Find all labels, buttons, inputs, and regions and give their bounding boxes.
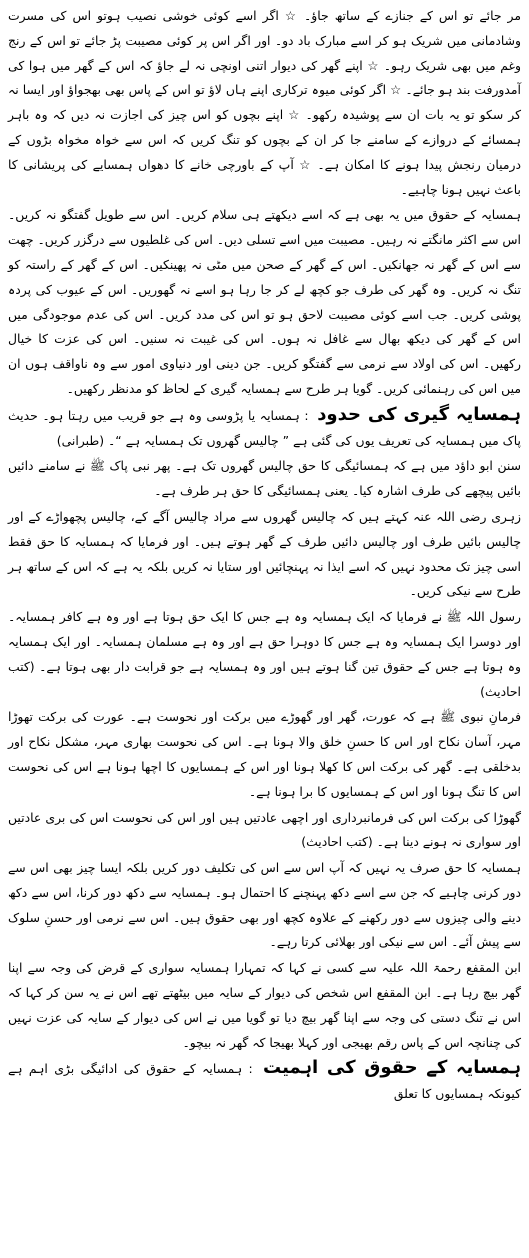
paragraph-text: : ہمسایہ یا پڑوسی وہ ہے جو قریب میں رہتا ہو۔ حدیث پاک میں ہمسایہ کی تعریف یوں کی گئی ہے ” چالیس گھروں تک ہمسایہ ہے “۔ (طبرانی) — [8, 407, 521, 448]
paragraph-text: سنن ابو داؤد میں ہے کہ ہمسائیگی کا حق چالیس گھروں تک ہے۔ پھر نبی پاک ﷺ نے سامنے دائیں بائیں پیچھے کی طرف اشارہ کیا۔ یعنی ہمسائیگی کا حق ہر طرف ہے۔ — [8, 458, 521, 499]
paragraph-text: ہمسایہ کے حقوق میں یہ بھی ہے کہ اسے دیکھتے ہی سلام کریں۔ اس سے طویل گفتگو نہ کریں۔ اس سے اکثر مانگتے نہ رہیں۔ مصیبت میں اسے تسلی دیں۔ اس کی غلطیوں سے درگزر کریں۔ چھت سے اس کے گھر نہ جھانکیں۔ اس کے گھر کے صحن میں مٹی نہ پھینکیں۔ اس کے گھر کے راستہ کو تنگ نہ کریں۔ وہ گھر کی طرف جو کچھ لے کر جا رہا ہو اسے نہ گھوریں۔ اس کے عیوب کی پردہ پوشی کریں۔ جب اسے کوئی مصیبت لاحق ہو تو اس کی مدد کریں۔ اس کی عدم موجودگی میں اس کے گھر کی دیکھ بھال سے غافل نہ ہوں۔ اس کی غیبت نہ سنیں۔ اس کی عزت کا خیال رکھیں۔ اس کی اولاد سے نرمی سے گفتگو کریں۔ جن دینی اور دنیاوی امور سے وہ ناواقف ہوں ان میں اس کی رہنمائی کریں۔ گویا ہر طرح سے ہمسایہ گیری کے لحاظ کو مدنظر رکھیں۔ — [8, 207, 521, 396]
paragraph-text: ہمسایہ کا حق صرف یہ نہیں کہ آپ اس سے اس کی تکلیف دور کریں بلکہ ایسا چیز بھی اس سے دور کرنی چاہیے کہ جن سے اسے دکھ پہنچنے کا احتمال ہو۔ ہمسایہ سے دکھ دور کرنا، اس سے دکھ دینے والی چیزوں سے دور رکھنے کے علاوہ کچھ اور بھی حقوق ہیں۔ اس سے نرمی اور حسنِ سلوک سے پیش آئے۔ اس سے نیکی اور بھلائی کرتا رہے۔ — [8, 860, 521, 950]
paragraph-text: فرمانِ نبوی ﷺ ہے کہ عورت، گھر اور گھوڑے میں برکت اور نحوست ہے۔ عورت کی برکت تھوڑا مہر، آسان نکاح اور اس کا حسنِ خلق والا ہونا ہے۔ اس کی نحوست بھاری مہر، مشکل نکاح اور بدخلقی ہے۔ گھر کی برکت اس کا کھلا ہونا اور اس کے ہمسایوں کا اچھا ہونا ہے اس کی نحوست اس کا تنگ ہونا اور اس کے ہمسایوں کا برا ہونا ہے۔ — [8, 709, 521, 799]
paragraph-text: زہری رضی اللہ عنہ کہتے ہیں کہ چالیس گھروں سے مراد چالیس آگے کے، چالیس پچھواڑے کے اور چالیس بائیں طرف اور چالیس دائیں طرف کے گھر ہوتے ہیں۔ اور فرمایا کہ ہمسایہ کا حق فقط اسی چیز تک محدود نہیں کہ اسے ایذا نہ پہنچائیں اور ستایا نہ کریں بلکہ یہ ہے کہ اس کے ساتھ ہر طرح سے نیکی کریں۔ — [8, 508, 521, 599]
paragraph-ibn-muqaffa — [8, 956, 521, 1055]
paragraph-limits-intro — [8, 403, 521, 454]
paragraph-importance — [8, 1056, 521, 1107]
paragraph-text: مر جائے تو اس کے جنازے کے ساتھ جاؤ۔ ☆ اگر اسے کوئی خوشی نصیب ہوتو اس کی مسرت وشادمانی میں شریک ہو کر اسے مبارک باد دو۔ اور اگر اس پر کوئی مصیبت پڑ جائے تو اس کے رنج وغم میں بھی شریک رہو۔ ☆ اپنے گھر کی دیوار اتنی اونچی نہ لے جاؤ کہ اس کے گھر میں ہوا کی آمدورفت بند ہو جائے۔ ☆ اگر کوئی میوہ ترکاری اپنے ہاں لاؤ تو اس کے پاس بھی بھجواؤ اور ایسا نہ کر سکو تو یہ بات ان سے پوشیدہ رکھو۔ ☆ اپنے بچوں کو اس چیز کی اجازت نہ دیں کہ وہ باہر ہمسائے کے دروازے کے سامنے جا کر ان کے بچوں کو تنگ کریں کہ اس سے خواہ مخواہ بڑوں کے درمیان رنجش پیدا ہونے کا امکان ہے۔ ☆ آپ کے باورچی خانے کا دھواں ہمسایے کی پریشانی کا باعث نہیں ہونا چاہیے۔ — [8, 8, 521, 197]
section-heading-importance: ہمسایہ کے حقوق کی اہمیت — [263, 1057, 521, 1079]
paragraph-blessing-omen — [8, 705, 521, 804]
paragraph-three-kinds — [8, 605, 521, 704]
paragraph-zuhri — [8, 505, 521, 604]
paragraph-horse — [8, 806, 521, 856]
paragraph-remove-hardship — [8, 856, 521, 955]
paragraph-neighbour-rights-list — [8, 203, 521, 401]
paragraph-text: گھوڑا کی برکت اس کی فرمانبرداری اور اچھی عادتیں ہیں اور اس کی نحوست اس کی بری عادتیں اور سواری نہ ہونے دینا ہے۔ (کتب احادیث) — [8, 809, 521, 850]
paragraph-text: : ہمسایہ کے حقوق کی ادائیگی بڑی اہم ہے کیونکہ ہمسایوں کا تعلق — [8, 1061, 521, 1102]
paragraph-text: ابن المقفع رحمۃ اللہ علیہ سے کسی نے کہا کہ تمہارا ہمسایہ سواری کے قرض کی وجہ سے اپنا گھر بیچ رہا ہے۔ ابن المقفع اس شخص کی دیوار کے سایہ میں بیٹھتے تھے اس نے یہ سن کر کہا کہ اس نے تنگ دستی کی وجہ سے اپنا گھر بیچ دیا تو گویا میں نے اس کی دیوار کے سایہ کی عزت نہیں کی چنانچہ اس کے پاس رقم بھیجی اور کہلا بھیجا کہ گھر نہ بیچو۔ — [8, 960, 521, 1050]
paragraph-text: رسول اللہ ﷺ نے فرمایا کہ ایک ہمسایہ وہ ہے جس کا ایک حق ہوتا ہے اور وہ ہے کافر ہمسایہ۔ اور دوسرا ایک ہمسایہ وہ ہے جس کا دوہرا حق ہے اور وہ ہے مسلمان ہمسایہ۔ اور ایک ہمسایہ وہ ہوتا ہے جس کے حقوق تین گنا ہوتے ہیں اور وہ ہمسایہ ہے جو قرابت دار بھی ہوتا ہے۔ (کتب احادیث) — [8, 609, 521, 699]
section-heading-limits: ہمسایہ گیری کی حدود — [317, 403, 521, 425]
paragraph-neighbour-kindness — [8, 4, 521, 202]
paragraph-forty-houses — [8, 454, 521, 504]
